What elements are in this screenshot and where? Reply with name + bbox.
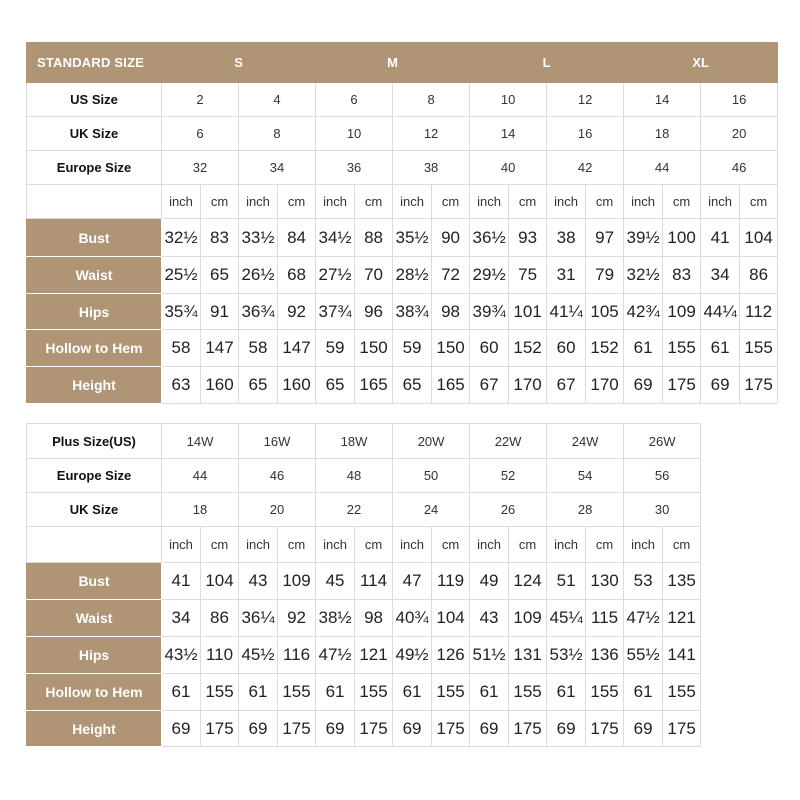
plus-europe-size-value: 52 [470, 459, 547, 493]
unit-cm-label: cm [663, 527, 701, 563]
measurement-value: 41 [701, 219, 740, 257]
measurement-value: 65 [316, 367, 355, 404]
measurement-value: 97 [586, 219, 624, 257]
measurement-value: 69 [624, 367, 663, 404]
measurement-value: 147 [278, 330, 316, 367]
measurement-value: 61 [393, 674, 432, 711]
plus-measurement-row [27, 563, 701, 600]
measurement-value: 44¼ [701, 294, 740, 330]
measurement-value: 72 [432, 257, 470, 294]
measurement-value: 83 [663, 257, 701, 294]
measurement-value: 61 [162, 674, 201, 711]
measurement-value: 34 [162, 600, 201, 637]
us-size-value: 8 [393, 83, 470, 117]
measurement-value: 61 [624, 330, 663, 367]
measurement-value: 58 [239, 330, 278, 367]
measurement-value: 165 [432, 367, 470, 404]
europe-size-value: 38 [393, 151, 470, 185]
measurement-row [27, 294, 778, 330]
measurement-value: 39½ [624, 219, 663, 257]
measurement-value: 69 [162, 711, 201, 747]
plus-europe-size-value: 50 [393, 459, 470, 493]
measurement-value: 51 [547, 563, 586, 600]
measurement-value: 53 [624, 563, 663, 600]
plus-us-size-value: 24W [547, 424, 624, 459]
measurement-value: 165 [355, 367, 393, 404]
plus-europe-size-label: Europe Size [27, 459, 162, 493]
measurement-value: 39¾ [470, 294, 509, 330]
measurement-value: 61 [547, 674, 586, 711]
measurement-value: 96 [355, 294, 393, 330]
unit-inch-label: inch [547, 185, 586, 219]
measurement-value: 110 [201, 637, 239, 674]
measurement-value: 104 [201, 563, 239, 600]
uk-size-value: 18 [624, 117, 701, 151]
measurement-value: 61 [470, 674, 509, 711]
unit-inch-label: inch [316, 527, 355, 563]
measurement-value: 67 [470, 367, 509, 404]
europe-size-value: 42 [547, 151, 624, 185]
europe-size-value: 32 [162, 151, 239, 185]
measurement-value: 32½ [162, 219, 201, 257]
us-size-value: 12 [547, 83, 624, 117]
measurement-value: 43 [239, 563, 278, 600]
measurement-value: 25½ [162, 257, 201, 294]
unit-inch-label: inch [162, 185, 201, 219]
measurement-value: 41¼ [547, 294, 586, 330]
measurement-value: 32½ [624, 257, 663, 294]
measurement-value: 58 [162, 330, 201, 367]
measurement-value: 47 [393, 563, 432, 600]
measurement-value: 27½ [316, 257, 355, 294]
measurement-value: 61 [316, 674, 355, 711]
measurement-value: 41 [162, 563, 201, 600]
unit-cm-label: cm [278, 185, 316, 219]
measurement-value: 60 [547, 330, 586, 367]
uk-size-value: 8 [239, 117, 316, 151]
unit-inch-label: inch [162, 527, 201, 563]
measurement-row [27, 330, 778, 367]
measurement-value: 131 [509, 637, 547, 674]
measurement-value: 34½ [316, 219, 355, 257]
measurement-value: 112 [740, 294, 778, 330]
unit-cm-label: cm [509, 527, 547, 563]
measurement-value: 31 [547, 257, 586, 294]
measurement-value: 69 [393, 711, 432, 747]
unit-inch-label: inch [470, 527, 509, 563]
us-size-row [27, 83, 778, 117]
unit-inch-label: inch [701, 185, 740, 219]
measurement-value: 155 [278, 674, 316, 711]
unit-inch-label: inch [393, 527, 432, 563]
measurement-value: 152 [586, 330, 624, 367]
measurement-value: 70 [355, 257, 393, 294]
unit-inch-label: inch [624, 527, 663, 563]
measurement-value: 65 [201, 257, 239, 294]
unit-inch-label: inch [547, 527, 586, 563]
unit-row-blank [27, 185, 162, 219]
measurement-label: Waist [27, 257, 162, 294]
unit-cm-label: cm [586, 527, 624, 563]
measurement-value: 170 [586, 367, 624, 404]
uk-size-value: 14 [470, 117, 547, 151]
plus-us-size-value: 14W [162, 424, 239, 459]
measurement-value: 92 [278, 600, 316, 637]
measurement-value: 130 [586, 563, 624, 600]
measurement-value: 65 [393, 367, 432, 404]
measurement-value: 38 [547, 219, 586, 257]
unit-cm-label: cm [432, 185, 470, 219]
measurement-value: 150 [432, 330, 470, 367]
us-size-value: 4 [239, 83, 316, 117]
measurement-value: 175 [663, 711, 701, 747]
measurement-value: 155 [509, 674, 547, 711]
uk-size-value: 12 [393, 117, 470, 151]
measurement-value: 155 [201, 674, 239, 711]
unit-cm-label: cm [201, 527, 239, 563]
measurement-value: 160 [201, 367, 239, 404]
measurement-value: 92 [278, 294, 316, 330]
measurement-value: 104 [740, 219, 778, 257]
measurement-label: Height [27, 711, 162, 747]
unit-cm-label: cm [278, 527, 316, 563]
measurement-value: 47½ [624, 600, 663, 637]
plus-measurement-row [27, 600, 701, 637]
measurement-label: Hollow to Hem [27, 674, 162, 711]
plus-unit-row [27, 527, 701, 563]
measurement-value: 155 [432, 674, 470, 711]
us-size-label: US Size [27, 83, 162, 117]
uk-size-row [27, 117, 778, 151]
measurement-value: 152 [509, 330, 547, 367]
plus-europe-size-row [27, 459, 701, 493]
unit-inch-label: inch [239, 527, 278, 563]
measurement-value: 109 [278, 563, 316, 600]
unit-cm-label: cm [355, 185, 393, 219]
measurement-value: 67 [547, 367, 586, 404]
unit-inch-label: inch [239, 185, 278, 219]
measurement-value: 69 [547, 711, 586, 747]
us-size-value: 6 [316, 83, 393, 117]
measurement-value: 155 [355, 674, 393, 711]
measurement-value: 170 [509, 367, 547, 404]
uk-size-label: UK Size [27, 117, 162, 151]
measurement-value: 61 [624, 674, 663, 711]
uk-size-value: 10 [316, 117, 393, 151]
plus-uk-size-value: 24 [393, 493, 470, 527]
plus-uk-size-value: 22 [316, 493, 393, 527]
plus-europe-size-value: 46 [239, 459, 316, 493]
plus-uk-size-value: 28 [547, 493, 624, 527]
measurement-label: Height [27, 367, 162, 404]
measurement-value: 36¾ [239, 294, 278, 330]
measurement-value: 43 [470, 600, 509, 637]
measurement-value: 49½ [393, 637, 432, 674]
measurement-value: 116 [278, 637, 316, 674]
measurement-value: 175 [740, 367, 778, 404]
measurement-value: 42¾ [624, 294, 663, 330]
measurement-value: 155 [663, 330, 701, 367]
measurement-row [27, 219, 778, 257]
measurement-value: 43½ [162, 637, 201, 674]
measurement-row [27, 367, 778, 404]
measurement-value: 45 [316, 563, 355, 600]
measurement-value: 141 [663, 637, 701, 674]
measurement-value: 93 [509, 219, 547, 257]
measurement-value: 29½ [470, 257, 509, 294]
unit-inch-label: inch [393, 185, 432, 219]
measurement-value: 98 [432, 294, 470, 330]
measurement-value: 115 [586, 600, 624, 637]
measurement-value: 61 [701, 330, 740, 367]
measurement-value: 36½ [470, 219, 509, 257]
measurement-value: 69 [624, 711, 663, 747]
measurement-value: 104 [432, 600, 470, 637]
measurement-value: 59 [393, 330, 432, 367]
measurement-label: Hollow to Hem [27, 330, 162, 367]
plus-measurement-row [27, 711, 701, 747]
europe-size-row [27, 151, 778, 185]
standard-size-table [26, 42, 778, 404]
plus-unit-row-blank [27, 527, 162, 563]
size-group-label: S [162, 43, 316, 83]
plus-us-size-value: 16W [239, 424, 316, 459]
measurement-value: 65 [239, 367, 278, 404]
size-group-label: L [470, 43, 624, 83]
europe-size-label: Europe Size [27, 151, 162, 185]
us-size-value: 2 [162, 83, 239, 117]
unit-cm-label: cm [586, 185, 624, 219]
plus-uk-size-row [27, 493, 701, 527]
size-group-label: M [316, 43, 470, 83]
measurement-value: 91 [201, 294, 239, 330]
measurement-value: 49 [470, 563, 509, 600]
measurement-value: 136 [586, 637, 624, 674]
measurement-label: Waist [27, 600, 162, 637]
measurement-value: 68 [278, 257, 316, 294]
measurement-value: 51½ [470, 637, 509, 674]
measurement-value: 28½ [393, 257, 432, 294]
measurement-value: 61 [239, 674, 278, 711]
standard-size-header-row [27, 43, 778, 83]
europe-size-value: 34 [239, 151, 316, 185]
measurement-value: 150 [355, 330, 393, 367]
us-size-value: 16 [701, 83, 778, 117]
unit-cm-label: cm [432, 527, 470, 563]
measurement-value: 69 [470, 711, 509, 747]
measurement-label: Bust [27, 219, 162, 257]
measurement-value: 33½ [239, 219, 278, 257]
measurement-value: 155 [663, 674, 701, 711]
uk-size-value: 16 [547, 117, 624, 151]
measurement-value: 126 [432, 637, 470, 674]
measurement-value: 155 [740, 330, 778, 367]
measurement-value: 69 [239, 711, 278, 747]
measurement-value: 101 [509, 294, 547, 330]
plus-us-size-value: 20W [393, 424, 470, 459]
measurement-row [27, 257, 778, 294]
unit-cm-label: cm [355, 527, 393, 563]
unit-inch-label: inch [470, 185, 509, 219]
measurement-value: 45¼ [547, 600, 586, 637]
europe-size-value: 44 [624, 151, 701, 185]
measurement-value: 34 [701, 257, 740, 294]
measurement-value: 175 [355, 711, 393, 747]
us-size-value: 10 [470, 83, 547, 117]
plus-europe-size-value: 44 [162, 459, 239, 493]
unit-inch-label: inch [316, 185, 355, 219]
plus-us-size-row [27, 424, 701, 459]
unit-cm-label: cm [663, 185, 701, 219]
measurement-value: 53½ [547, 637, 586, 674]
measurement-value: 37¾ [316, 294, 355, 330]
plus-size-table [26, 423, 701, 747]
measurement-value: 69 [701, 367, 740, 404]
plus-europe-size-value: 48 [316, 459, 393, 493]
plus-europe-size-value: 54 [547, 459, 624, 493]
measurement-value: 109 [663, 294, 701, 330]
measurement-value: 119 [432, 563, 470, 600]
size-group-label: XL [624, 43, 778, 83]
measurement-label: Bust [27, 563, 162, 600]
measurement-value: 90 [432, 219, 470, 257]
unit-cm-label: cm [740, 185, 778, 219]
measurement-value: 35½ [393, 219, 432, 257]
measurement-label: Hips [27, 294, 162, 330]
measurement-value: 100 [663, 219, 701, 257]
measurement-value: 98 [355, 600, 393, 637]
plus-uk-size-value: 26 [470, 493, 547, 527]
unit-inch-label: inch [624, 185, 663, 219]
measurement-value: 40¾ [393, 600, 432, 637]
plus-us-size-label: Plus Size(US) [27, 424, 162, 459]
measurement-value: 38¾ [393, 294, 432, 330]
measurement-value: 55½ [624, 637, 663, 674]
standard-size-label: STANDARD SIZE [27, 43, 162, 83]
measurement-value: 124 [509, 563, 547, 600]
unit-row [27, 185, 778, 219]
measurement-value: 83 [201, 219, 239, 257]
measurement-value: 105 [586, 294, 624, 330]
measurement-value: 84 [278, 219, 316, 257]
us-size-value: 14 [624, 83, 701, 117]
unit-cm-label: cm [509, 185, 547, 219]
measurement-value: 45½ [239, 637, 278, 674]
measurement-value: 47½ [316, 637, 355, 674]
measurement-value: 36¼ [239, 600, 278, 637]
measurement-value: 75 [509, 257, 547, 294]
measurement-value: 121 [355, 637, 393, 674]
measurement-label: Hips [27, 637, 162, 674]
measurement-value: 114 [355, 563, 393, 600]
measurement-value: 86 [201, 600, 239, 637]
measurement-value: 26½ [239, 257, 278, 294]
measurement-value: 38½ [316, 600, 355, 637]
measurement-value: 175 [201, 711, 239, 747]
measurement-value: 160 [278, 367, 316, 404]
plus-europe-size-value: 56 [624, 459, 701, 493]
measurement-value: 175 [278, 711, 316, 747]
measurement-value: 135 [663, 563, 701, 600]
plus-uk-size-value: 30 [624, 493, 701, 527]
measurement-value: 175 [663, 367, 701, 404]
measurement-value: 88 [355, 219, 393, 257]
measurement-value: 147 [201, 330, 239, 367]
plus-uk-size-label: UK Size [27, 493, 162, 527]
measurement-value: 60 [470, 330, 509, 367]
plus-measurement-row [27, 674, 701, 711]
plus-us-size-value: 18W [316, 424, 393, 459]
measurement-value: 63 [162, 367, 201, 404]
uk-size-value: 6 [162, 117, 239, 151]
europe-size-value: 46 [701, 151, 778, 185]
measurement-value: 155 [586, 674, 624, 711]
measurement-value: 79 [586, 257, 624, 294]
measurement-value: 175 [586, 711, 624, 747]
measurement-value: 175 [432, 711, 470, 747]
plus-us-size-value: 26W [624, 424, 701, 459]
measurement-value: 35¾ [162, 294, 201, 330]
unit-cm-label: cm [201, 185, 239, 219]
measurement-value: 109 [509, 600, 547, 637]
plus-uk-size-value: 20 [239, 493, 316, 527]
europe-size-value: 40 [470, 151, 547, 185]
measurement-value: 69 [316, 711, 355, 747]
measurement-value: 86 [740, 257, 778, 294]
measurement-value: 175 [509, 711, 547, 747]
measurement-value: 59 [316, 330, 355, 367]
europe-size-value: 36 [316, 151, 393, 185]
plus-uk-size-value: 18 [162, 493, 239, 527]
uk-size-value: 20 [701, 117, 778, 151]
plus-us-size-value: 22W [470, 424, 547, 459]
plus-measurement-row [27, 637, 701, 674]
measurement-value: 121 [663, 600, 701, 637]
